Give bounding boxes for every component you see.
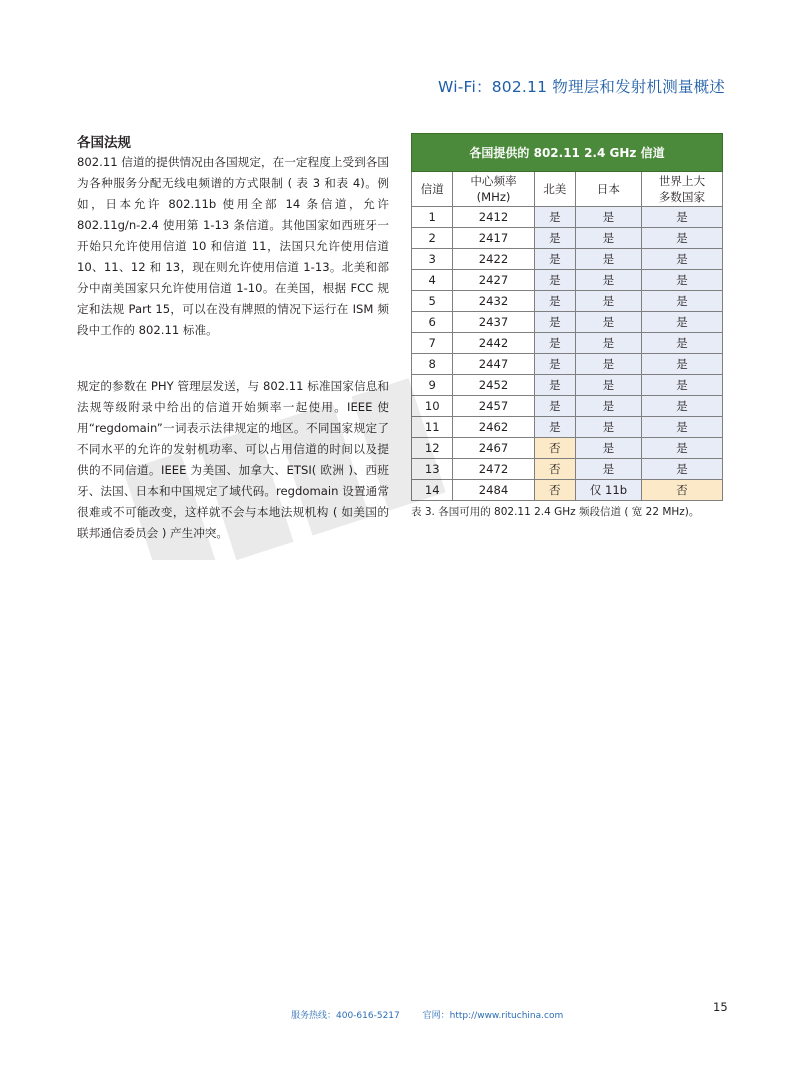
table-cell: 是: [534, 312, 575, 333]
table-cell: 4: [412, 270, 453, 291]
table-cell: 2462: [453, 417, 534, 438]
table-cell: 2427: [453, 270, 534, 291]
table-cell: 否: [534, 438, 575, 459]
table-cell: 是: [576, 375, 642, 396]
table-cell: 是: [576, 459, 642, 480]
table-column-header-text: 信道: [420, 182, 444, 196]
table-column-header-text: 日本: [596, 182, 620, 196]
table-cell: 2452: [453, 375, 534, 396]
table-cell: 2: [412, 228, 453, 249]
table-cell: 是: [641, 417, 722, 438]
table-cell: 是: [641, 228, 722, 249]
table-column-header: [576, 172, 642, 207]
table-cell: 是: [576, 291, 642, 312]
table-cell: 2432: [453, 291, 534, 312]
table-column-header-text: 北美: [543, 182, 567, 196]
table-column-header-text: 中心频率: [470, 174, 517, 188]
table-cell: 是: [576, 312, 642, 333]
table-cell: 是: [641, 459, 722, 480]
table-cell: 是: [641, 291, 722, 312]
table-row: [412, 291, 723, 312]
table-cell: 否: [534, 459, 575, 480]
table-cell: 否: [534, 480, 575, 501]
table-row: [412, 228, 723, 249]
table-cell: 是: [641, 312, 722, 333]
table-caption: 表 3. 各国可用的 802.11 2.4 GHz 频段信道 ( 宽 22 MHz)。: [411, 506, 700, 518]
table-cell: 是: [576, 207, 642, 228]
table-row: [412, 459, 723, 480]
table-cell: 是: [534, 291, 575, 312]
table-cell: 是: [641, 333, 722, 354]
table-cell: 是: [641, 438, 722, 459]
footer-hotline: 服务热线：400-616-5217: [291, 1011, 400, 1021]
table-column-header: [453, 172, 534, 207]
table-cell: 是: [576, 249, 642, 270]
table-cell: 是: [576, 228, 642, 249]
table-cell: 13: [412, 459, 453, 480]
table-cell: 7: [412, 333, 453, 354]
table-cell: 2472: [453, 459, 534, 480]
body-paragraph-1: 802.11 信道的提供情况由各国规定，在一定程度上受到各国为各种服务分配无线电频谱的方式限制 ( 表 3 和表 4)。例如，日本允许 802.11b 使用全部 14 条信道，允许 802.11g/n-2.4 使用第 1-13 条信道。其他国家如西班牙一开始只允许使用信道 10 和信道 11，法国只允许使用信道 10、11、12 和 13，现在则允许使用信道 1-13。北美和部分中南美国家只允许使用信道 1-10。在美国，根据 FCC 规定和法规 Part 15，可以在没有牌照的情况下运行在 ISM 频段中工作的 802.11 标准。: [77, 155, 389, 337]
footer-contact: [291, 1008, 583, 1021]
body-paragraph-2: 规定的参数在 PHY 管理层发送，与 802.11 标准国家信息和法规等级附录中给出的信道开始频率一起使用。IEEE 使用“regdomain”一词表示法律规定的地区。不同国家规定了不同水平的允许的发射机功率、可以占用信道的时间以及提供的不同信道。IEEE 为美国、加拿大、ETSI( 欧洲 )、西班牙、法国、日本和中国规定了域代码。regdomain 设置通常很难或不可能改变，这样就不会与本地法规机构 ( 如美国的联邦通信委员会 ) 产生冲突。: [77, 379, 389, 540]
table-row: [412, 480, 723, 501]
table-cell: 2467: [453, 438, 534, 459]
table-cell: 是: [534, 396, 575, 417]
table-cell: 2442: [453, 333, 534, 354]
table-row: [412, 249, 723, 270]
table-row: [412, 396, 723, 417]
table-cell: 是: [641, 207, 722, 228]
table-cell: 是: [576, 333, 642, 354]
table-column-header-text: 多数国家: [658, 190, 706, 204]
table-row: [412, 333, 723, 354]
table-cell: 3: [412, 249, 453, 270]
table-column-header-text: (MHz): [476, 190, 511, 204]
table-row: [412, 270, 723, 291]
table-row: [412, 438, 723, 459]
table-body: [412, 207, 723, 501]
table-column-header-text: 世界上大: [658, 174, 706, 188]
page-number: 15: [713, 1000, 728, 1014]
table-cell: 2417: [453, 228, 534, 249]
table-cell: 2484: [453, 480, 534, 501]
table-cell: 14: [412, 480, 453, 501]
table-column-header: [641, 172, 722, 207]
table-row: [412, 354, 723, 375]
table-cell: 是: [534, 354, 575, 375]
table-cell: 6: [412, 312, 453, 333]
table-row: [412, 375, 723, 396]
footer-website-link[interactable]: 官网：http://www.rituchina.com: [422, 1011, 564, 1021]
table-cell: 是: [534, 270, 575, 291]
table-header-row: [412, 172, 723, 207]
table-cell: 仅 11b: [576, 480, 642, 501]
table-title: 各国提供的 802.11 2.4 GHz 信道: [412, 134, 723, 172]
table-row: [412, 417, 723, 438]
table-cell: 是: [641, 396, 722, 417]
table-cell: 2412: [453, 207, 534, 228]
table-cell: 是: [576, 396, 642, 417]
table-cell: 是: [576, 270, 642, 291]
table-cell: 2447: [453, 354, 534, 375]
table-cell: 9: [412, 375, 453, 396]
table-cell: 8: [412, 354, 453, 375]
table-cell: 1: [412, 207, 453, 228]
table-cell: 是: [641, 249, 722, 270]
table-cell: 11: [412, 417, 453, 438]
table-column-header: [534, 172, 575, 207]
table-cell: 是: [534, 228, 575, 249]
table-cell: 是: [534, 333, 575, 354]
table-cell: 是: [534, 249, 575, 270]
table-cell: 是: [534, 375, 575, 396]
table-cell: 12: [412, 438, 453, 459]
section-heading: 各国法规: [77, 135, 131, 151]
table-cell: 是: [641, 375, 722, 396]
table-cell: 是: [576, 417, 642, 438]
table-cell: 10: [412, 396, 453, 417]
channel-table-container: [411, 133, 723, 501]
table-cell: 5: [412, 291, 453, 312]
table-cell: 是: [641, 354, 722, 375]
table-cell: 2457: [453, 396, 534, 417]
table-cell: 否: [641, 480, 722, 501]
table-cell: 2422: [453, 249, 534, 270]
table-row: [412, 207, 723, 228]
table-cell: 2437: [453, 312, 534, 333]
table-cell: 是: [576, 438, 642, 459]
table-cell: 是: [576, 354, 642, 375]
table-row: [412, 312, 723, 333]
table-cell: 是: [641, 270, 722, 291]
table-cell: 是: [534, 207, 575, 228]
channel-table: [411, 133, 723, 501]
table-column-header: [412, 172, 453, 207]
table-cell: 是: [534, 417, 575, 438]
running-header-title: Wi-Fi：802.11 物理层和发射机测量概述: [438, 78, 725, 96]
